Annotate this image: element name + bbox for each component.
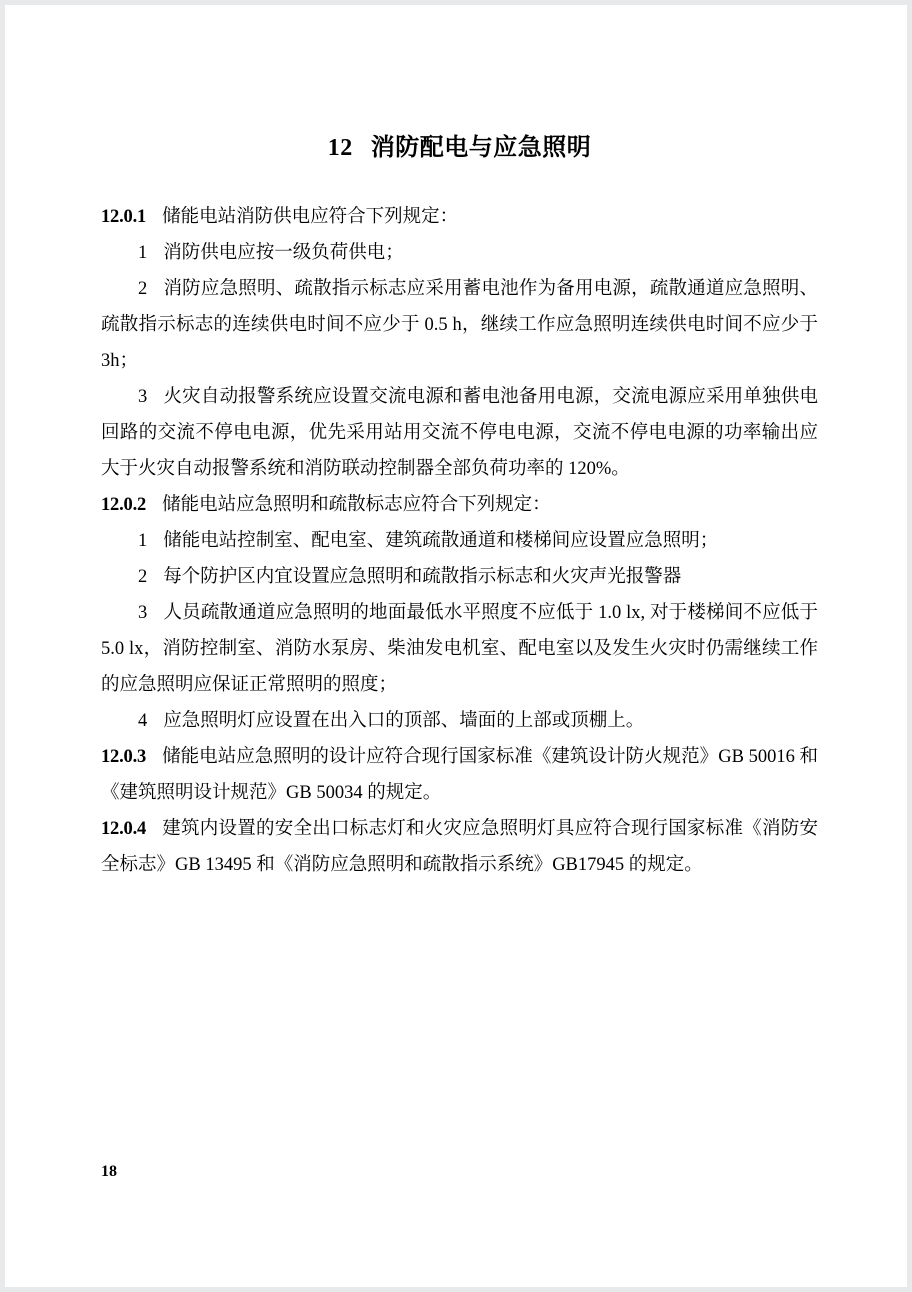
item-text: 消防供电应按一级负荷供电； [163, 243, 404, 263]
clause-12-0-1-item-3 [101, 379, 818, 487]
clause-number: 12.0.3 [101, 747, 147, 767]
clause-12-0-2 [101, 487, 818, 523]
item-number: 2 [138, 279, 148, 299]
item-text: 每个防护区内宜设置应急照明和疏散指示标志和火灾声光报警器 [163, 567, 682, 587]
clause-12-0-1 [101, 199, 818, 235]
page-title [101, 5, 818, 163]
item-number: 3 [138, 387, 148, 407]
item-text: 人员疏散通道应急照明的地面最低水平照度不应低于 1.0 lx, 对于楼梯间不应低于 5.0 lx，消防控制室、消防水泵房、柴油发电机室、配电室以及发生火灾时仍需继续工作的应急照明应保证正常照明的照度； [101, 603, 818, 695]
clause-text: 储能电站应急照明的设计应符合现行国家标准《建筑设计防火规范》GB 50016 和《建筑照明设计规范》GB 50034 的规定。 [101, 747, 818, 803]
item-text: 消防应急照明、疏散指示标志应采用蓄电池作为备用电源，疏散通道应急照明、疏散指示标志的连续供电时间不应少于 0.5 h，继续工作应急照明连续供电时间不应少于 3h； [101, 279, 818, 371]
clause-12-0-1-item-1 [101, 235, 818, 271]
clause-12-0-2-item-4 [101, 703, 818, 739]
clause-12-0-2-item-1 [101, 523, 818, 559]
page-content [101, 5, 818, 883]
chapter-title-text: 消防配电与应急照明 [370, 135, 592, 161]
item-number: 1 [138, 243, 148, 263]
item-number: 2 [138, 567, 148, 587]
page-number: 18 [101, 1163, 117, 1180]
clause-text: 储能电站消防供电应符合下列规定： [162, 207, 459, 227]
item-text: 储能电站控制室、配电室、建筑疏散通道和楼梯间应设置应急照明； [163, 531, 719, 551]
item-number: 1 [138, 531, 148, 551]
clause-12-0-2-item-2 [101, 559, 818, 595]
clause-12-0-2-item-3 [101, 595, 818, 703]
clause-text: 储能电站应急照明和疏散标志应符合下列规定： [162, 495, 551, 515]
item-text: 应急照明灯应设置在出入口的顶部、墙面的上部或顶棚上。 [163, 711, 645, 731]
item-text: 火灾自动报警系统应设置交流电源和蓄电池备用电源，交流电源应采用单独供电回路的交流不停电电源，优先采用站用交流不停电电源，交流不停电电源的功率输出应大于火灾自动报警系统和消防联动控制器全部负荷功率的 120%。 [101, 387, 818, 479]
clause-12-0-1-item-2 [101, 271, 818, 379]
clause-12-0-4 [101, 811, 818, 883]
clause-number: 12.0.4 [101, 819, 147, 839]
clause-12-0-3 [101, 739, 818, 811]
clause-number: 12.0.2 [101, 495, 147, 515]
clause-text: 建筑内设置的安全出口标志灯和火灾应急照明灯具应符合现行国家标准《消防安全标志》GB 13495 和《消防应急照明和疏散指示系统》GB17945 的规定。 [101, 819, 818, 875]
clause-number: 12.0.1 [101, 207, 147, 227]
item-number: 3 [138, 603, 148, 623]
item-number: 4 [138, 711, 148, 731]
chapter-number: 12 [327, 135, 353, 161]
document-page [5, 5, 907, 1287]
